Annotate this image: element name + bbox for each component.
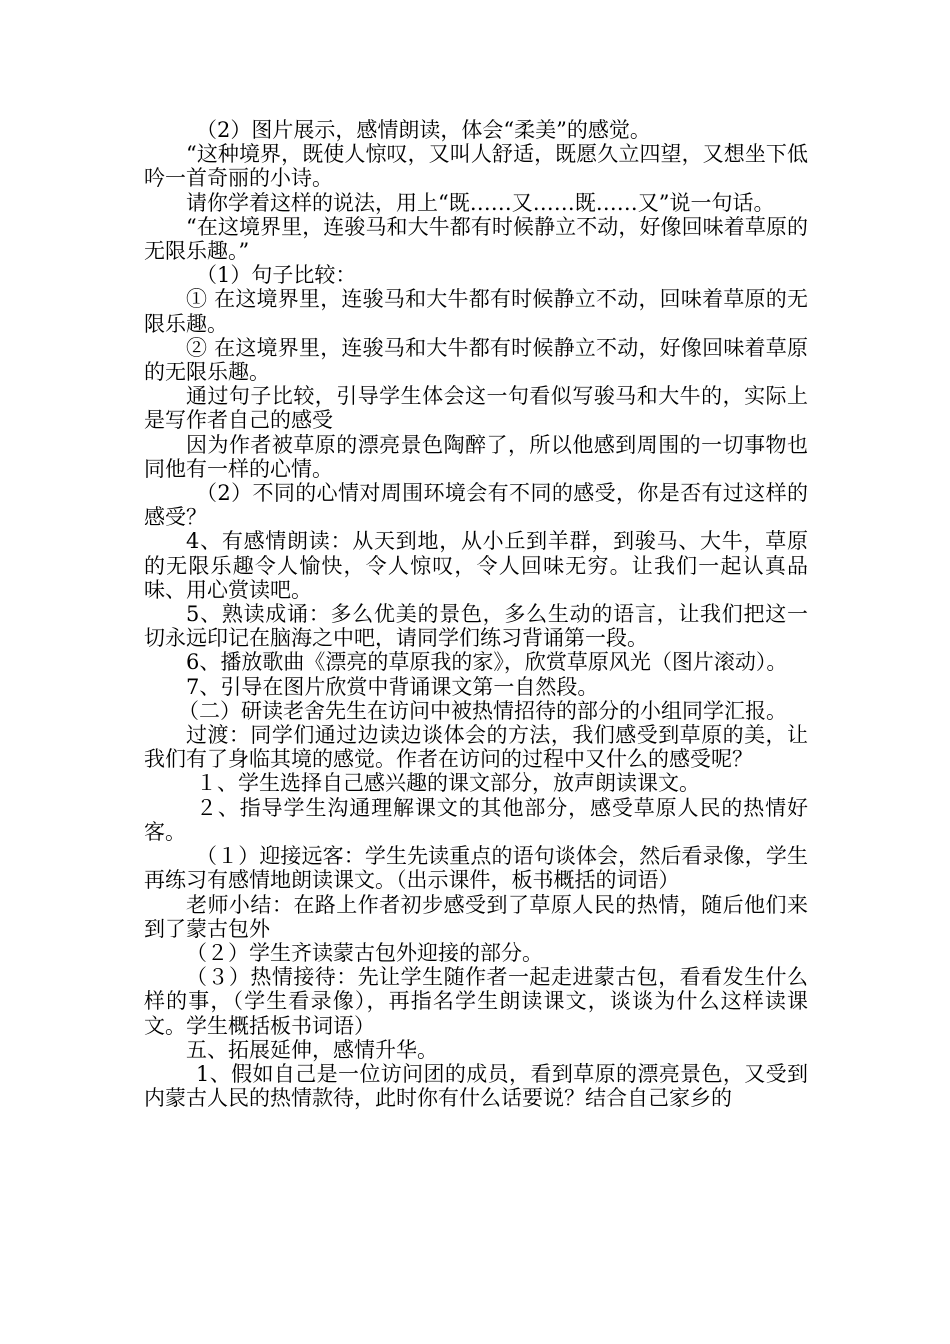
paragraph-6: ① 在这境界里，连骏马和大牛都有时候静立不动，回味着草原的无限乐趣。 [144,287,808,336]
paragraph-4: “在这境界里，连骏马和大牛都有时候静立不动，好像回味着草原的无限乐趣。” [144,214,808,264]
paragraph-20: 老师小结：在路上作者初步感受到了草原人民的热情，随后他们来到了蒙古包外 [144,892,808,941]
paragraph-10: （2）不同的心情对周围环境会有不同的感受，你是否有过这样的感受？ [144,481,808,530]
paragraph-24: 1、假如自己是一位访问团的成员，看到草原的漂亮景色，又受到内蒙古人民的热情款待，此时你有什么话要说？结合自己家乡的 [144,1061,808,1111]
paragraph-12: 5、熟读成诵：多么优美的景色，多么生动的语言，让我们把这一切永远印记在脑海之中吧，请同学们练习背诵第一段。 [144,602,808,651]
paragraph-2: “这种境界，既使人惊叹，又叫人舒适，既愿久立四望，又想坐下低吟一首奇丽的小诗。 [144,142,808,191]
paragraph-18: ２、指导学生沟通理解课文的其他部分，感受草原人民的热情好客。 [144,795,808,844]
paragraph-19: （１）迎接远客：学生先读重点的语句谈体会，然后看录像，学生再练习有感情地朗读课文。（出示课件，板书概括的词语） [144,844,808,893]
paragraph-13: 6、播放歌曲《漂亮的草原我的家》，欣赏草原风光（图片滚动）。 [186,650,788,675]
paragraph-5: （1）句子比较： [196,263,357,288]
paragraph-8: 通过句子比较，引导学生体会这一句看似写骏马和大牛的，实际上是写作者自己的感受 [144,384,808,433]
document-page [144,118,808,1110]
paragraph-22: （３）热情接待：先让学生随作者一起走进蒙古包，看看发生什么样的事，（学生看录像），再指名学生朗读课文，谈谈为什么这样读课文。学生概括板书词语） [144,965,808,1038]
paragraph-11: 4、有感情朗读：从天到地，从小丘到羊群，到骏马、大牛，草原的无限乐趣令人愉快，令人惊叹，令人回味无穷。让我们一起认真品味、用心赏读吧。 [144,529,808,602]
paragraph-9: 因为作者被草原的漂亮景色陶醉了，所以他感到周围的一切事物也同他有一样的心情。 [144,432,808,481]
paragraph-23: 五、拓展延伸，感情升华。 [186,1037,438,1062]
paragraph-17: １、学生选择自己感兴趣的课文部分，放声朗读课文。 [196,771,700,796]
paragraph-1: （2）图片展示，感情朗读，体会“柔美”的感觉。 [196,118,651,142]
paragraph-3: 请你学着这样的说法，用上“既……又……既……又”说一句话。 [186,190,775,215]
paragraph-16: 过渡：同学们通过边读边谈体会的方法，我们感受到草原的美，让我们有了身临其境的感觉。作者在访问的过程中又什么的感受呢？ [144,723,808,772]
paragraph-15: （二）研读老舍先生在访问中被热情招待的部分的小组同学汇报。 [178,698,787,723]
paragraph-7: ② 在这境界里，连骏马和大牛都有时候静立不动，好像回味着草原的无限乐趣。 [144,335,808,385]
paragraph-21: （２）学生齐读蒙古包外迎接的部分。 [186,940,543,965]
paragraph-14: 7、引导在图片欣赏中背诵课文第一自然段。 [186,674,599,699]
